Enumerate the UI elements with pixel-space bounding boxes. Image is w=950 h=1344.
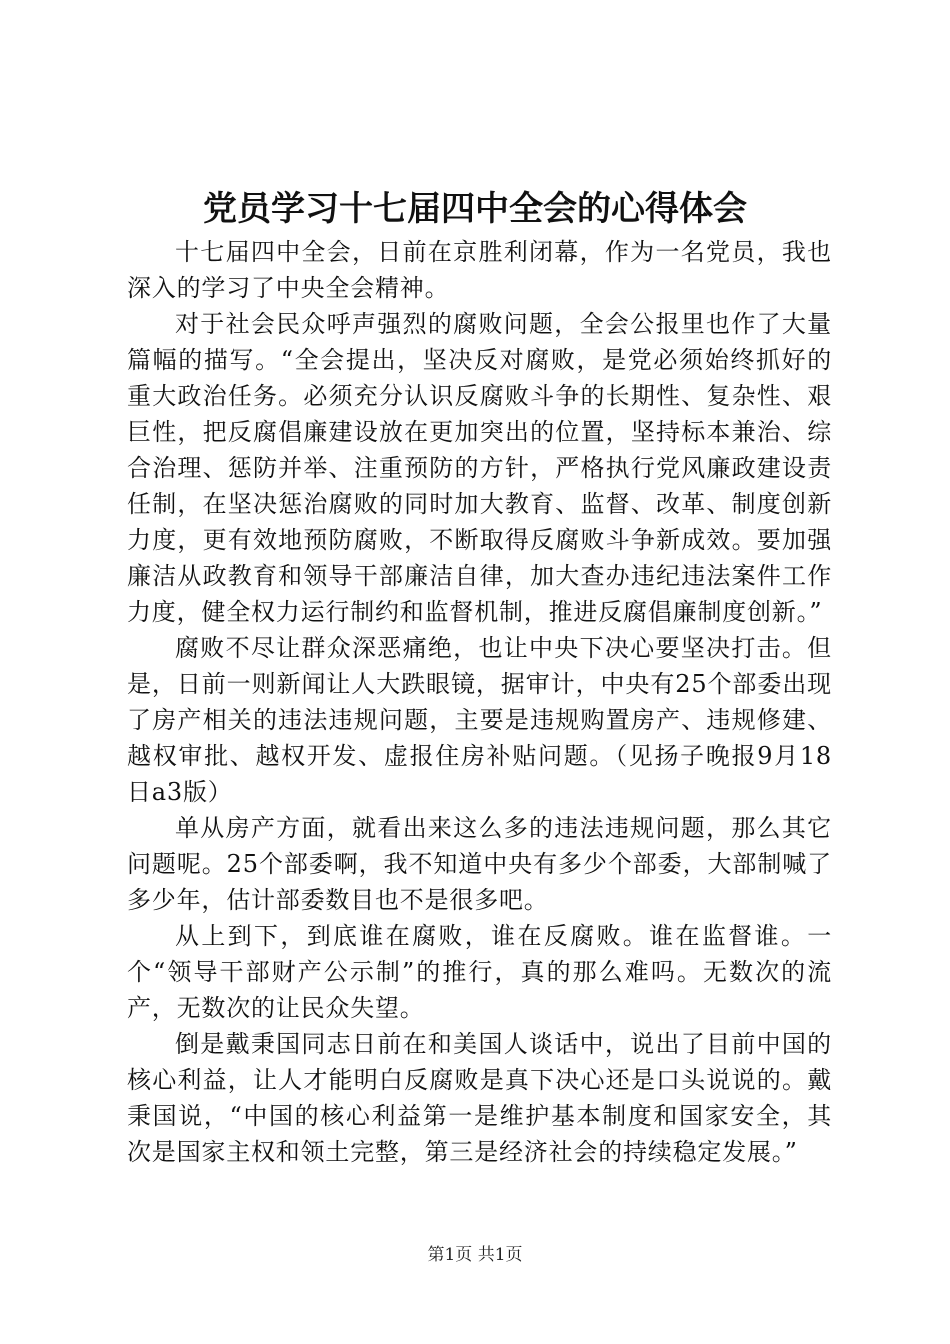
paragraph: 倒是戴秉国同志日前在和美国人谈话中，说出了目前中国的核心利益，让人才能明白反腐败是真下决心还是口头说说的。戴秉国说，“中国的核心利益第一是维护基本制度和国家安全，其次是国家主权和领土完整，第三是经济社会的持续稳定发展。” (127, 1030, 832, 1166)
paragraph: 从上到下，到底谁在腐败，谁在反腐败。谁在监督谁。一个“领导干部财产公示制”的推行，真的那么难吗。无数次的流产，无数次的让民众失望。 (127, 922, 832, 1022)
page-title: 党员学习十七届四中全会的心得体会 (203, 189, 747, 229)
paragraph: 对于社会民众呼声强烈的腐败问题，全会公报里也作了大量篇幅的描写。“全会提出，坚决反对腐败，是党必须始终抓好的重大政治任务。必须充分认识反腐败斗争的长期性、复杂性、艰巨性，把反腐倡廉建设放在更加突出的位置，坚持标本兼治、综合治理、惩防并举、注重预防的方针，严格执行党风廉政建设责任制，在坚决惩治腐败的同时加大教育、监督、改革、制度创新力度，更有效地预防腐败，不断取得反腐败斗争新成效。要加强廉洁从政教育和领导干部廉洁自律，加大查办违纪违法案件工作力度，健全权力运行制约和监督机制，推进反腐倡廉制度创新。” (127, 310, 832, 626)
page-footer: 第1页 共1页 (427, 1245, 523, 1265)
document-body (127, 234, 832, 1170)
paragraph: 单从房产方面，就看出来这么多的违法违规问题，那么其它问题呢。25个部委啊，我不知道中央有多少个部委，大部制喊了多少年，估计部委数目也不是很多吧。 (127, 814, 832, 914)
paragraph: 十七届四中全会，日前在京胜利闭幕，作为一名党员，我也深入的学习了中央全会精神。 (127, 238, 832, 302)
paragraph: 腐败不尽让群众深恶痛绝，也让中央下决心要坚决打击。但是，日前一则新闻让人大跌眼镜，据审计，中央有25个部委出现了房产相关的违法违规问题，主要是违规购置房产、违规修建、越权审批、越权开发、虚报住房补贴问题。（见扬子晚报9月18日a3版） (127, 634, 832, 806)
